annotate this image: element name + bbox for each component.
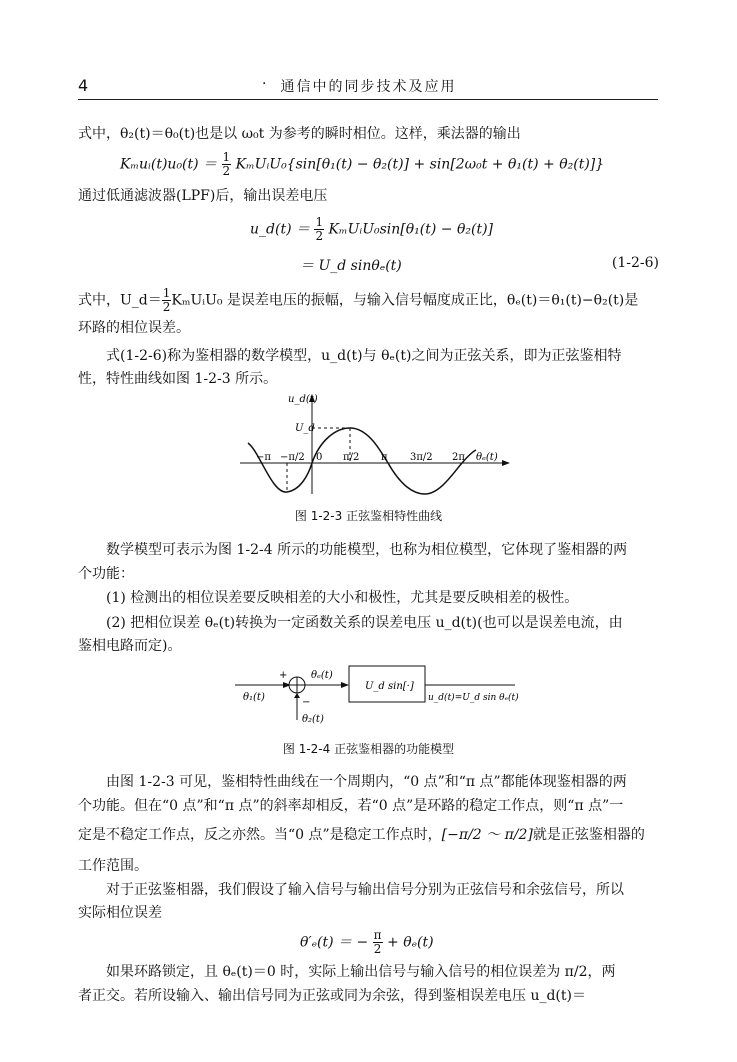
paragraph-line: 者正交。若所设输入、输出信号同为正弦或同为余弦，得到鉴相误差电压 u_d(t)＝ — [78, 988, 586, 1004]
tick-label: π — [381, 452, 388, 463]
sine-characteristic-figure — [240, 390, 510, 500]
y-axis-label: u_d(t) — [288, 394, 318, 405]
tick-label: 3π/2 — [410, 452, 433, 463]
equation-number: (1-2-6) — [611, 255, 659, 271]
equation-4: θ′ₑ(t) ＝ − $\frac{\pi}{2}$ + θₑ(t) — [300, 928, 434, 956]
running-title: 通信中的同步技术及应用 — [280, 79, 457, 95]
page-number: 4 — [78, 76, 89, 95]
tick-label: 2π — [452, 452, 465, 463]
fraction: $\frac{\pi}{2}$ — [373, 928, 382, 956]
x-axis-label: θₑ(t) — [476, 452, 498, 463]
paragraph-line: 实际相位误差 — [78, 905, 162, 921]
paragraph-line: 对于正弦鉴相器，我们假设了输入信号与输出信号分别为正弦信号和余弦信号，所以 — [106, 882, 624, 898]
paragraph-line: 数学模型可表示为图 1-2-4 所示的功能模型，也称为相位模型，它体现了鉴相器的两 — [106, 542, 628, 558]
paragraph-line: 定是不稳定工作点，反之亦然。当“0 点”是稳定工作点时，[−π/2 ～ π/2]就是正弦鉴相器的 — [78, 827, 645, 843]
theta-2-label: θ₂(t) — [302, 714, 324, 725]
theta-e-label: θₑ(t) — [311, 670, 333, 681]
paragraph-line: 性，特性曲线如图 1-2-3 所示。 — [78, 371, 278, 387]
header-dot: · — [262, 76, 267, 92]
plus-sign: + — [279, 670, 288, 681]
paragraph-line: 如果环路锁定，且 θₑ(t)＝0 时，实际上输出信号与输入信号的相位误差为 π/2，两 — [106, 964, 616, 980]
header-rule — [78, 99, 658, 100]
fraction: $\frac{1}{2}$ — [162, 286, 171, 314]
paragraph-line: 工作范围。 — [78, 858, 148, 874]
tick-label: −π/2 — [280, 452, 305, 463]
tick-label: π/2 — [343, 452, 360, 463]
paragraph-line: 个功能： — [78, 566, 134, 582]
phase-detector-model-figure — [225, 660, 525, 730]
equation-1: Kₘuᵢ(t)u₀(t) ＝ $\frac{1}{2}$ KₘUᵢU₀{sin[θ₁(t) − θ₂(t)] + sin[2ω₀t + θ₁(t) + θ₂(t)]} — [120, 150, 605, 178]
fraction: $\frac{1}{2}$ — [315, 215, 324, 243]
paragraph-line: (2) 把相位误差 θₑ(t)转换为一定函数关系的误差电压 u_d(t)(也可以是误差电流，由 — [106, 615, 623, 631]
block-label: U_d sin[·] — [365, 681, 414, 692]
amplitude-label: U_d — [295, 423, 315, 434]
figure-caption: 图 1-2-4 正弦鉴相器的功能模型 — [282, 742, 455, 756]
paragraph-line: 式中，U_d＝ $\frac{1}{2}$ KₘUᵢU₀ 是误差电压的振幅，与输入信号幅度成正比，θₑ(t)＝θ₁(t)−θ₂(t)是 — [78, 286, 639, 314]
paragraph-line: 式中，θ₂(t)＝θ₀(t)也是以 ω₀t 为参考的瞬时相位。这样，乘法器的输出 — [78, 126, 521, 142]
tick-label: 0 — [316, 452, 323, 463]
x-axis-arrow — [502, 460, 510, 466]
paragraph-line: 鉴相电路而定)。 — [78, 638, 182, 654]
theta-1-label: θ₁(t) — [243, 692, 265, 703]
figure-caption: 图 1-2-3 正弦鉴相特性曲线 — [294, 509, 443, 523]
output-label: u_d(t)=U_d sin θₑ(t) — [428, 693, 519, 703]
paragraph-line: 式(1-2-6)称为鉴相器的数学模型，u_d(t)与 θₑ(t)之间为正弦关系，即为正弦鉴相特 — [106, 348, 622, 364]
paragraph-line: 由图 1-2-3 可见，鉴相特性曲线在一个周期内，“0 点”和“π 点”都能体现鉴相器的两 — [106, 774, 627, 790]
equation-3: ＝ U_d sinθₑ(t) — [300, 258, 402, 274]
fraction: $\frac{1}{2}$ — [222, 150, 231, 178]
paragraph-line: 通过低通滤波器(LPF)后，输出误差电压 — [78, 188, 328, 204]
equation-2: u_d(t) ＝ $\frac{1}{2}$ KₘUᵢU₀sin[θ₁(t) − θ₂(t)] — [250, 215, 494, 243]
paragraph-line: 个功能。但在“0 点”和“π 点”的斜率却相反，若“0 点”是环路的稳定工作点，则“π 点”一 — [78, 798, 624, 814]
minus-sign: − — [302, 697, 311, 708]
tick-label: −π — [256, 452, 271, 463]
paragraph-line: (1) 检测出的相位误差要反映相差的大小和极性，尤其是要反映相差的极性。 — [106, 590, 579, 606]
paragraph-line: 环路的相位误差。 — [78, 320, 190, 336]
